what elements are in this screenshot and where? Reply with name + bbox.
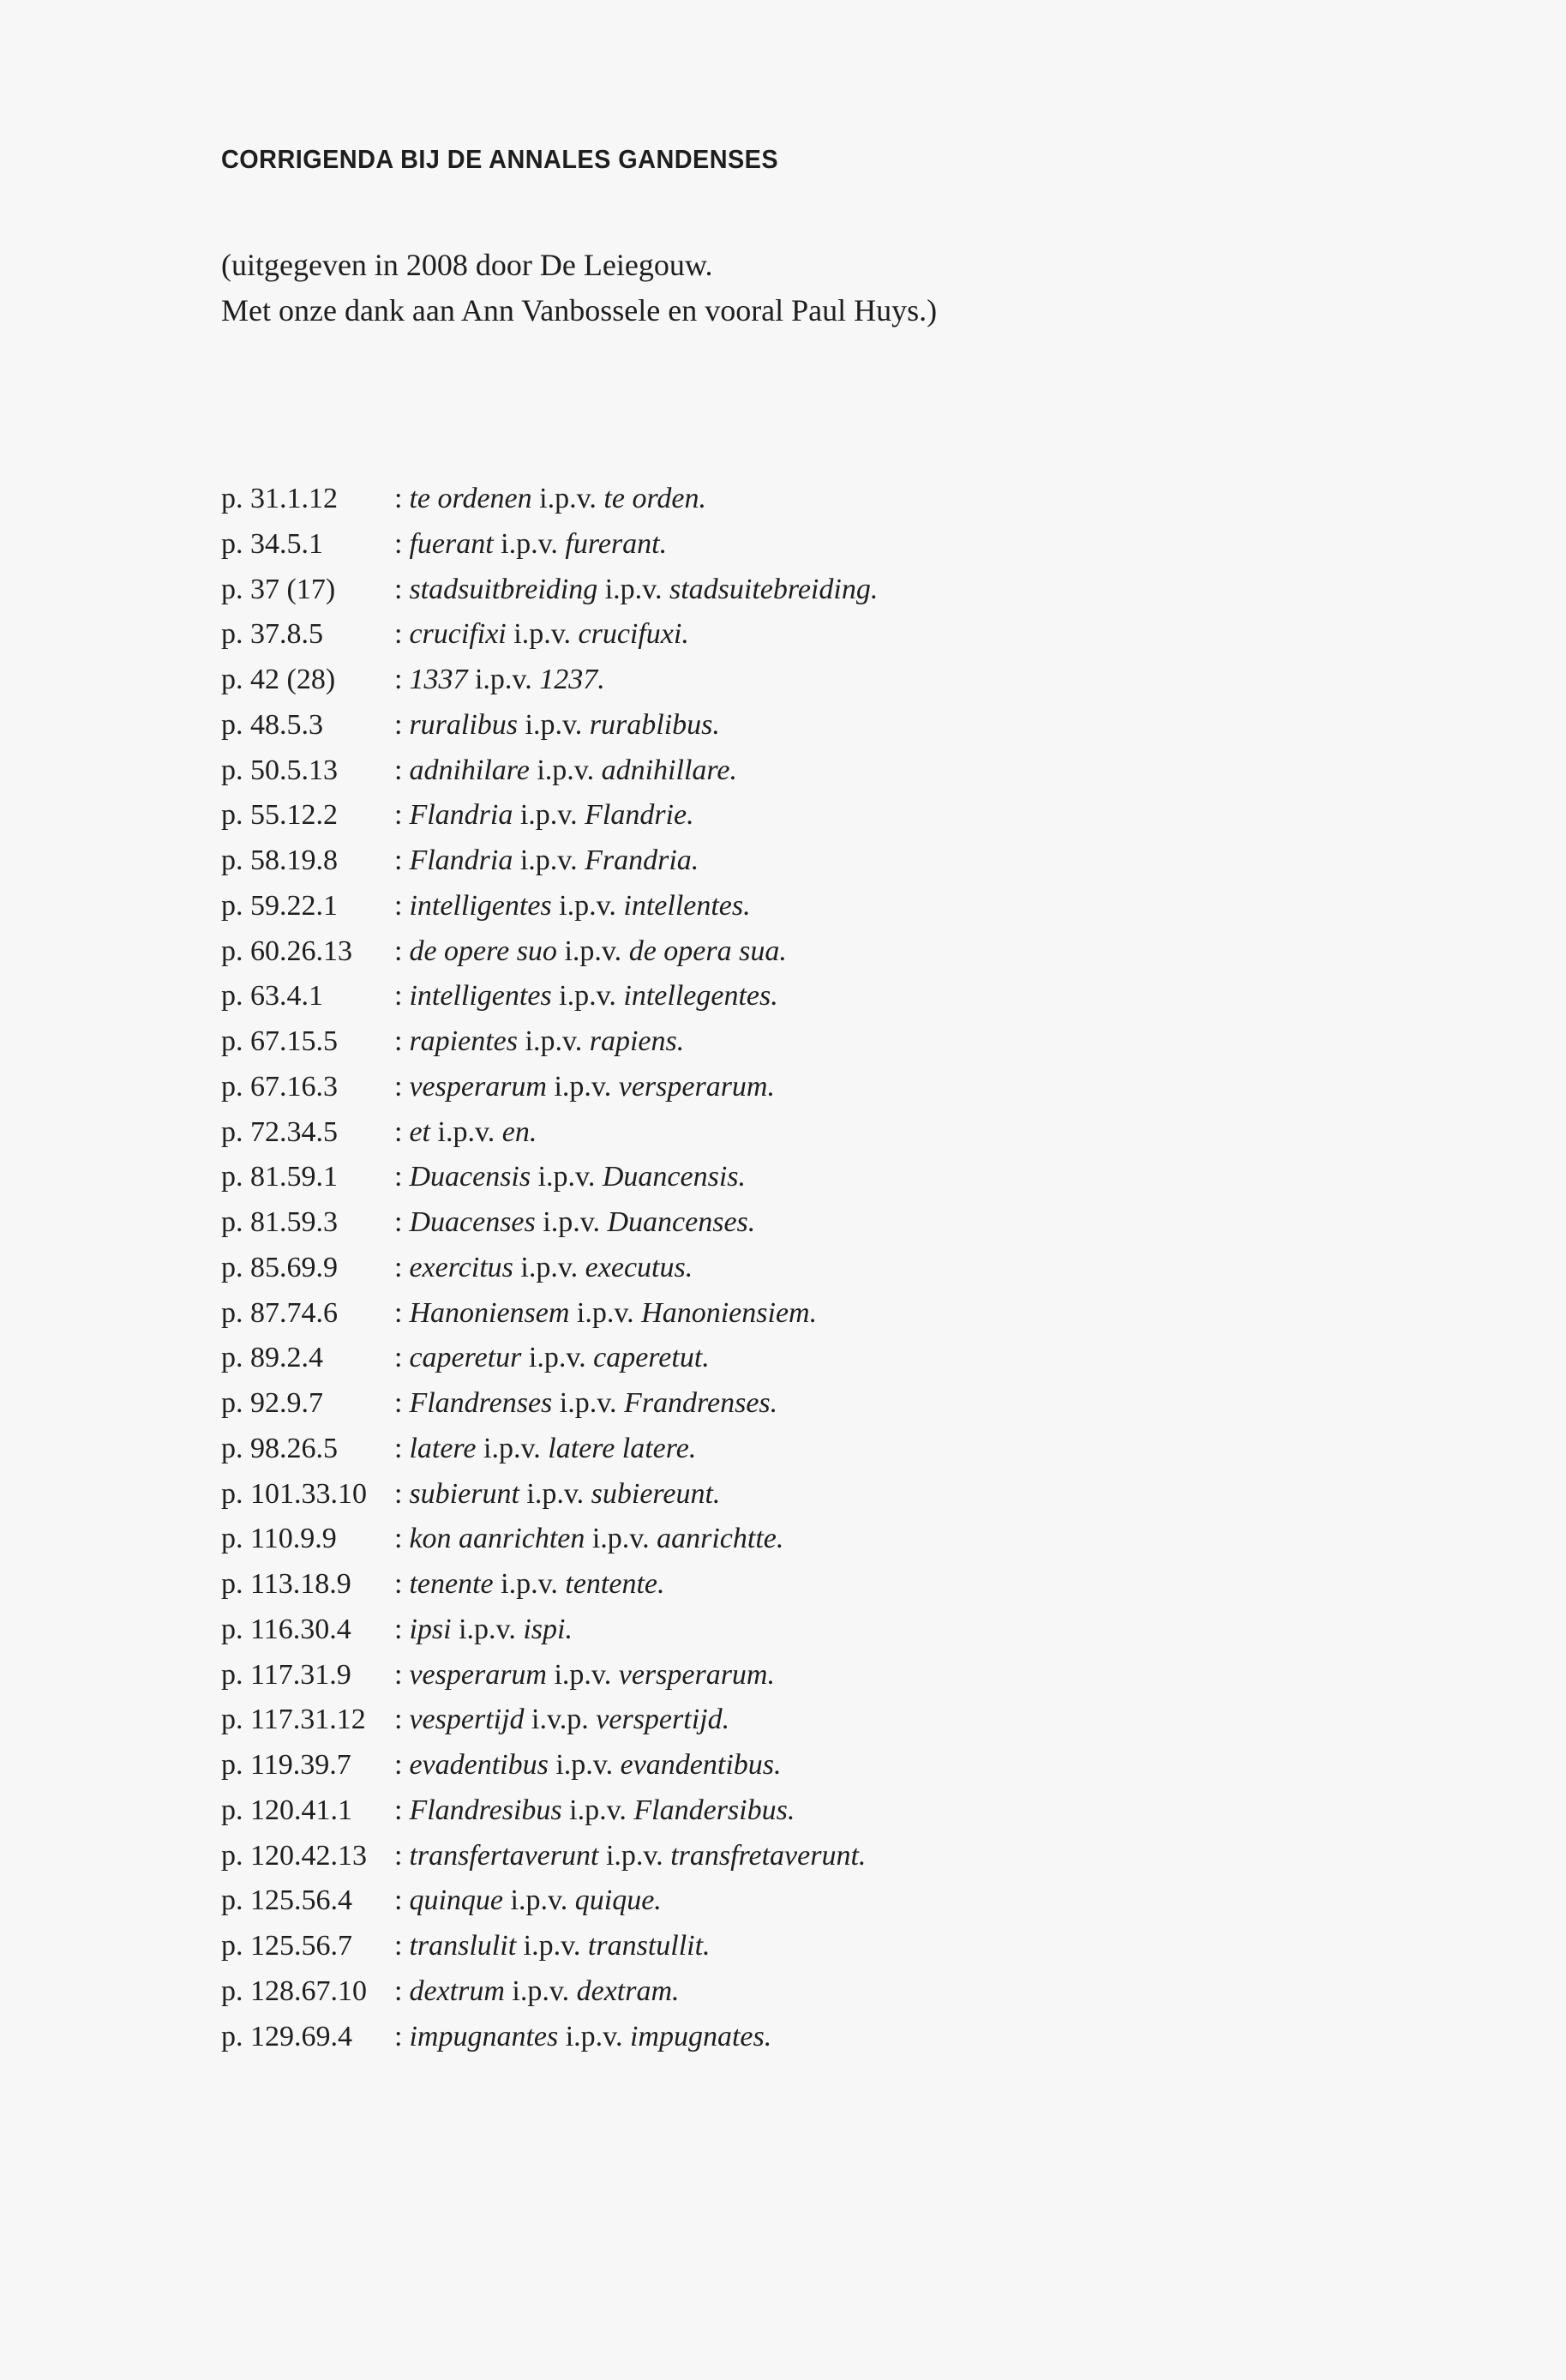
- correction-row: [221, 1834, 878, 1879]
- separator-colon: :: [394, 708, 403, 741]
- wrong-reading: aanrichtte.: [657, 1523, 784, 1555]
- instead-of-abbreviation: i.p.v.: [559, 980, 616, 1013]
- separator-colon: :: [394, 618, 403, 651]
- instead-of-abbreviation: i.p.v.: [437, 1115, 495, 1148]
- wrong-reading: transtullit.: [587, 1930, 711, 1962]
- wrong-reading: en.: [501, 1115, 537, 1148]
- page-reference: p. 72.34.5: [221, 1115, 338, 1148]
- wrong-reading: tentente.: [565, 1568, 665, 1600]
- separator-colon: :: [394, 1613, 403, 1645]
- correct-reading: ipsi: [409, 1613, 452, 1645]
- wrong-reading: transfretaverunt.: [670, 1839, 867, 1872]
- separator-colon: :: [394, 754, 403, 786]
- page-reference: p. 117.31.9: [221, 1658, 351, 1691]
- correction-row: [221, 1291, 878, 1337]
- correction-row: [221, 1878, 878, 1924]
- correct-reading: fuerant: [409, 527, 494, 560]
- separator-colon: :: [394, 889, 403, 922]
- correction-row: [221, 658, 878, 703]
- correct-reading: 1337: [409, 664, 468, 695]
- wrong-reading: Flandersibus.: [633, 1794, 795, 1826]
- separator-colon: :: [394, 664, 403, 695]
- page-reference: p. 98.26.5: [221, 1432, 338, 1464]
- correct-reading: crucifixi: [409, 618, 507, 651]
- wrong-reading: dextram.: [576, 1974, 680, 2007]
- correction-row: [221, 1381, 878, 1427]
- page-reference: p. 120.42.13: [221, 1839, 367, 1872]
- instead-of-abbreviation: i.p.v.: [510, 1884, 568, 1917]
- wrong-reading: rurablibus.: [589, 708, 720, 741]
- correction-row: [221, 1427, 878, 1472]
- instead-of-abbreviation: i.p.v.: [539, 483, 597, 514]
- correct-reading: Hanoniensem: [409, 1296, 570, 1329]
- page-reference: p. 48.5.3: [221, 708, 323, 741]
- correction-row: [221, 1019, 878, 1065]
- instead-of-abbreviation: i.p.v.: [459, 1613, 516, 1645]
- correction-row: [221, 1698, 878, 1743]
- separator-colon: :: [394, 1930, 403, 1962]
- instead-of-abbreviation: i.p.v.: [555, 1749, 614, 1781]
- instead-of-abbreviation: i.p.v.: [565, 2020, 623, 2052]
- correction-row: [221, 1969, 878, 2015]
- instead-of-abbreviation: i.p.v.: [559, 1387, 617, 1419]
- separator-colon: :: [394, 1251, 403, 1283]
- wrong-reading: Duancenses.: [607, 1206, 756, 1238]
- correct-reading: Flandrenses: [409, 1387, 553, 1419]
- correct-reading: vespertijd: [409, 1704, 525, 1736]
- page-reference: p. 116.30.4: [221, 1613, 351, 1645]
- instead-of-abbreviation: i.p.v.: [604, 573, 663, 605]
- separator-colon: :: [394, 1342, 403, 1374]
- correction-row: [221, 477, 878, 522]
- separator-colon: :: [394, 1115, 403, 1148]
- wrong-reading: Flandrie.: [585, 799, 694, 832]
- instead-of-abbreviation: i.p.v.: [525, 1025, 583, 1057]
- corrections-list: [221, 477, 878, 2059]
- correct-reading: transfertaverunt: [409, 1839, 599, 1872]
- separator-colon: :: [394, 1523, 403, 1555]
- instead-of-abbreviation: i.p.v.: [554, 1070, 612, 1103]
- correction-row: [221, 1200, 878, 1246]
- instead-of-abbreviation: i.p.v.: [525, 708, 583, 741]
- correction-row: [221, 703, 878, 748]
- correction-row: [221, 1110, 878, 1156]
- correct-reading: quinque: [409, 1884, 503, 1917]
- correct-reading: et: [409, 1115, 430, 1148]
- page-reference: p. 63.4.1: [221, 980, 323, 1013]
- separator-colon: :: [394, 1974, 403, 2007]
- wrong-reading: Duancensis.: [602, 1161, 747, 1193]
- correct-reading: vesperarum: [409, 1070, 547, 1103]
- page-reference: p. 125.56.4: [221, 1884, 352, 1917]
- page-reference: p. 101.33.10: [221, 1477, 367, 1510]
- wrong-reading: adnihillare.: [601, 754, 737, 786]
- correct-reading: latere: [409, 1432, 477, 1464]
- separator-colon: :: [394, 573, 403, 605]
- correction-row: [221, 884, 878, 929]
- separator-colon: :: [394, 1432, 403, 1464]
- instead-of-abbreviation: i.p.v.: [569, 1794, 627, 1826]
- correct-reading: stadsuitbreiding: [409, 573, 598, 605]
- page-reference: p. 67.16.3: [221, 1070, 338, 1103]
- page-reference: p. 42 (28): [221, 664, 336, 695]
- correction-row: [221, 1653, 878, 1698]
- instead-of-abbreviation: i.p.v.: [513, 618, 571, 651]
- correction-row: [221, 1472, 878, 1518]
- separator-colon: :: [394, 2020, 403, 2052]
- instead-of-abbreviation: i.p.v.: [501, 527, 558, 560]
- correction-row: [221, 612, 878, 658]
- page-reference: p. 92.9.7: [221, 1387, 323, 1419]
- correct-reading: rapientes: [409, 1025, 518, 1057]
- correct-reading: subierunt: [409, 1477, 519, 1510]
- separator-colon: :: [394, 1839, 403, 1872]
- wrong-reading: rapiens.: [589, 1025, 685, 1057]
- page-reference: p. 67.15.5: [221, 1025, 338, 1057]
- instead-of-abbreviation: i.p.v.: [537, 754, 595, 786]
- correct-reading: impugnantes: [409, 2020, 559, 2052]
- wrong-reading: subiereunt.: [591, 1477, 721, 1510]
- correct-reading: te ordenen: [409, 483, 532, 514]
- separator-colon: :: [394, 1070, 403, 1103]
- correction-row: [221, 1336, 878, 1381]
- instead-of-abbreviation: i.p.v.: [519, 799, 578, 832]
- wrong-reading: stadsuitebreiding.: [669, 573, 879, 605]
- correction-row: [221, 793, 878, 838]
- correction-row: [221, 522, 878, 568]
- separator-colon: :: [394, 527, 403, 560]
- separator-colon: :: [394, 1296, 403, 1329]
- correct-reading: evadentibus: [409, 1749, 549, 1781]
- wrong-reading: quique.: [574, 1884, 662, 1917]
- page-reference: p. 129.69.4: [221, 2020, 352, 2052]
- correct-reading: vesperarum: [409, 1658, 547, 1691]
- correction-row: [221, 1788, 878, 1834]
- correct-reading: Duacensis: [409, 1161, 531, 1193]
- wrong-reading: ispi.: [523, 1613, 573, 1645]
- separator-colon: :: [394, 980, 403, 1013]
- correct-reading: ruralibus: [409, 708, 519, 741]
- page-reference: p. 37.8.5: [221, 618, 323, 651]
- wrong-reading: furerant.: [565, 527, 668, 560]
- page-reference: p. 87.74.6: [221, 1296, 338, 1329]
- intro-line-1: (uitgegeven in 2008 door De Leiegouw.: [221, 248, 713, 282]
- instead-of-abbreviation: i.p.v.: [526, 1477, 585, 1510]
- instead-of-abbreviation: i.p.v.: [474, 664, 532, 695]
- separator-colon: :: [394, 1206, 403, 1238]
- wrong-reading: caperetut.: [593, 1342, 710, 1374]
- correct-reading: tenente: [409, 1568, 494, 1600]
- correct-reading: Flandresibus: [409, 1794, 562, 1826]
- wrong-reading: versperarum.: [618, 1070, 775, 1103]
- wrong-reading: intellentes.: [623, 889, 751, 922]
- page-title: CORRIGENDA BIJ DE ANNALES GANDENSES: [221, 144, 779, 174]
- page-reference: p. 81.59.1: [221, 1161, 338, 1193]
- correct-reading: translulit: [409, 1930, 517, 1962]
- page-reference: p. 34.5.1: [221, 527, 323, 560]
- instead-of-abbreviation: i.p.v.: [520, 1251, 579, 1283]
- instead-of-abbreviation: i.v.p.: [531, 1704, 589, 1736]
- separator-colon: :: [394, 1387, 403, 1419]
- page-reference: p. 81.59.3: [221, 1206, 338, 1238]
- page-reference: p. 55.12.2: [221, 799, 338, 832]
- separator-colon: :: [394, 935, 403, 967]
- correction-row: [221, 1246, 878, 1291]
- wrong-reading: latere latere.: [548, 1432, 697, 1464]
- instead-of-abbreviation: i.p.v.: [528, 1342, 586, 1374]
- correct-reading: intelligentes: [409, 980, 552, 1013]
- wrong-reading: 1237.: [539, 664, 605, 695]
- page-reference: p. 58.19.8: [221, 844, 338, 876]
- page-reference: p. 89.2.4: [221, 1342, 323, 1374]
- page-reference: p. 50.5.13: [221, 754, 338, 786]
- separator-colon: :: [394, 1568, 403, 1600]
- instead-of-abbreviation: i.p.v.: [512, 1974, 570, 2007]
- page-reference: p. 110.9.9: [221, 1523, 337, 1555]
- instead-of-abbreviation: i.p.v.: [605, 1839, 663, 1872]
- separator-colon: :: [394, 1025, 403, 1057]
- correct-reading: Flandria: [409, 799, 513, 832]
- wrong-reading: te orden.: [603, 483, 707, 514]
- page-reference: p. 125.56.7: [221, 1930, 352, 1962]
- page-reference: p. 113.18.9: [221, 1568, 351, 1600]
- wrong-reading: de opera sua.: [628, 935, 787, 967]
- separator-colon: :: [394, 1704, 403, 1736]
- intro-line-2: Met onze dank aan Ann Vanbossele en vooral Paul Huys.): [221, 293, 938, 328]
- correct-reading: de opere suo: [409, 935, 557, 967]
- page-reference: p. 128.67.10: [221, 1974, 367, 2007]
- page-reference: p. 85.69.9: [221, 1251, 338, 1283]
- correct-reading: exercitus: [409, 1251, 513, 1283]
- intro-note: [221, 243, 937, 334]
- wrong-reading: executus.: [585, 1251, 693, 1283]
- correction-row: [221, 929, 878, 975]
- separator-colon: :: [394, 1477, 403, 1510]
- correction-row: [221, 1517, 878, 1562]
- instead-of-abbreviation: i.p.v.: [591, 1523, 650, 1555]
- wrong-reading: Frandria.: [585, 844, 699, 876]
- correction-row: [221, 1608, 878, 1653]
- instead-of-abbreviation: i.p.v.: [537, 1161, 596, 1193]
- correct-reading: adnihilare: [409, 754, 530, 786]
- page-reference: p. 120.41.1: [221, 1794, 352, 1826]
- separator-colon: :: [394, 1794, 403, 1826]
- correct-reading: intelligentes: [409, 889, 552, 922]
- wrong-reading: impugnates.: [629, 2020, 772, 2052]
- wrong-reading: evandentibus.: [620, 1749, 782, 1781]
- page-reference: p. 119.39.7: [221, 1749, 351, 1781]
- wrong-reading: crucifuxi.: [578, 618, 689, 651]
- separator-colon: :: [394, 844, 403, 876]
- instead-of-abbreviation: i.p.v.: [501, 1568, 558, 1600]
- instead-of-abbreviation: i.p.v.: [554, 1658, 612, 1691]
- separator-colon: :: [394, 799, 403, 832]
- correct-reading: kon aanrichten: [409, 1523, 585, 1555]
- correct-reading: Flandria: [409, 844, 513, 876]
- correction-row: [221, 1743, 878, 1788]
- correction-row: [221, 974, 878, 1019]
- page-reference: p. 37 (17): [221, 573, 336, 605]
- correction-row: [221, 2015, 878, 2060]
- correction-row: [221, 1562, 878, 1608]
- instead-of-abbreviation: i.p.v.: [519, 844, 578, 876]
- correct-reading: dextrum: [409, 1974, 505, 2007]
- instead-of-abbreviation: i.p.v.: [564, 935, 622, 967]
- separator-colon: :: [394, 1161, 403, 1193]
- page-reference: p. 59.22.1: [221, 889, 338, 922]
- correction-row: [221, 838, 878, 884]
- correction-row: [221, 568, 878, 613]
- correction-row: [221, 748, 878, 794]
- wrong-reading: versperarum.: [618, 1658, 775, 1691]
- separator-colon: :: [394, 1884, 403, 1917]
- separator-colon: :: [394, 1749, 403, 1781]
- page-reference: p. 60.26.13: [221, 935, 352, 967]
- separator-colon: :: [394, 1658, 403, 1691]
- instead-of-abbreviation: i.p.v.: [543, 1206, 600, 1238]
- wrong-reading: verspertijd.: [596, 1704, 730, 1736]
- page-reference: p. 117.31.12: [221, 1704, 366, 1736]
- instead-of-abbreviation: i.p.v.: [559, 889, 616, 922]
- correction-row: [221, 1065, 878, 1110]
- correction-row: [221, 1924, 878, 1969]
- correct-reading: caperetur: [409, 1342, 522, 1374]
- instead-of-abbreviation: i.p.v.: [523, 1930, 581, 1962]
- wrong-reading: Frandrenses.: [624, 1387, 778, 1419]
- correction-row: [221, 1155, 878, 1200]
- wrong-reading: intellegentes.: [623, 980, 778, 1013]
- wrong-reading: Hanoniensiem.: [641, 1296, 818, 1329]
- correct-reading: Duacenses: [409, 1206, 536, 1238]
- instead-of-abbreviation: i.p.v.: [483, 1432, 541, 1464]
- instead-of-abbreviation: i.p.v.: [576, 1296, 634, 1329]
- page-reference: p. 31.1.12: [221, 483, 338, 514]
- separator-colon: :: [394, 483, 403, 514]
